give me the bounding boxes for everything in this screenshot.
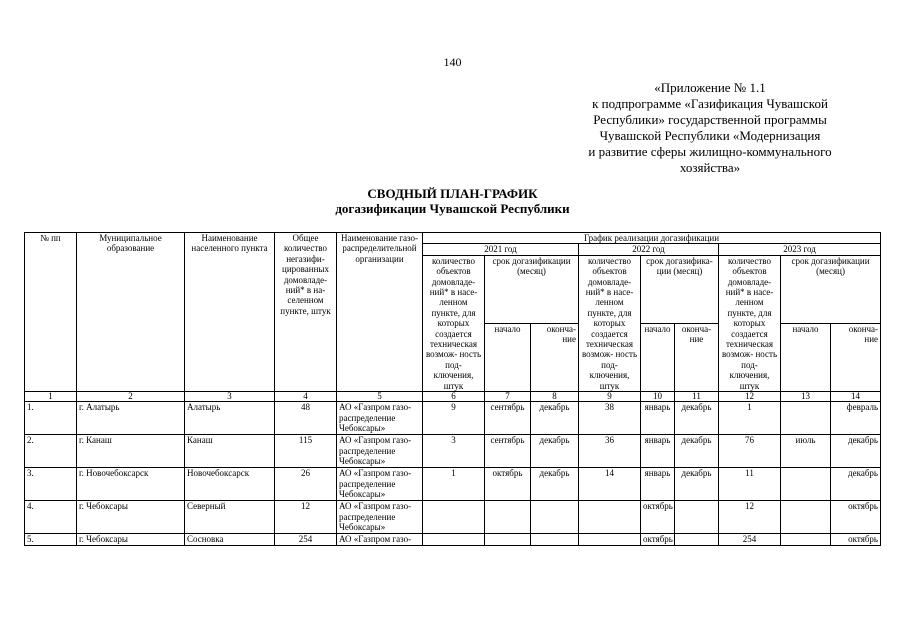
header-settlement: Наименование населенного пункта — [185, 233, 275, 392]
column-number: 12 — [719, 392, 781, 402]
header-end-2022: оконча- ние — [675, 323, 719, 391]
appendix-line: хозяйства» — [679, 160, 741, 175]
end-2021-cell: декабрь — [531, 402, 579, 435]
municipality-cell: г. Новочебоксарск — [77, 468, 185, 501]
end-2022-cell — [675, 534, 719, 545]
start-2023-cell — [781, 468, 831, 501]
schedule-table — [24, 232, 881, 546]
header-end-2023: оконча- ние — [831, 323, 881, 391]
start-2021-cell — [485, 534, 531, 545]
end-2022-cell — [675, 501, 719, 534]
row-number: 3. — [25, 468, 77, 501]
end-2021-cell: декабрь — [531, 435, 579, 468]
column-number: 6 — [423, 392, 485, 402]
end-2023-cell: октябрь — [831, 534, 881, 545]
settlement-cell: Новочебоксарск — [185, 468, 275, 501]
table-row — [25, 435, 881, 468]
title-line-2: догазификации Чувашской Республики — [335, 201, 570, 216]
count-2022-cell: 14 — [579, 468, 641, 501]
end-2021-cell — [531, 501, 579, 534]
appendix-line: Чувашской Республики «Модернизация — [599, 128, 821, 143]
count-2022-cell: 38 — [579, 402, 641, 435]
header-start-2022: начало — [641, 323, 675, 391]
header-year-2022: 2022 год — [579, 244, 719, 255]
count-2021-cell: 3 — [423, 435, 485, 468]
table-row — [25, 534, 881, 545]
page-number: 140 — [443, 55, 462, 69]
column-number: 5 — [337, 392, 423, 402]
header-num: № пп — [25, 233, 77, 392]
count-2021-cell — [423, 534, 485, 545]
row-number: 2. — [25, 435, 77, 468]
count-2023-cell: 11 — [719, 468, 781, 501]
row-number: 1. — [25, 402, 77, 435]
municipality-cell: г. Чебоксары — [77, 534, 185, 545]
start-2022-cell: январь — [641, 468, 675, 501]
column-number: 1 — [25, 392, 77, 402]
column-number: 8 — [531, 392, 579, 402]
settlement-cell: Сосновка — [185, 534, 275, 545]
header-count-2021: количество объектов домовладе- ний* в насе- ленном пункте, для которых создается техническая возмож- ность под- ключения, штук — [423, 255, 485, 391]
total-cell: 26 — [275, 468, 337, 501]
header-term-2023: срок догазификации (месяц) — [781, 255, 881, 323]
end-2021-cell — [531, 534, 579, 545]
settlement-cell: Северный — [185, 501, 275, 534]
municipality-cell: г. Чебоксары — [77, 501, 185, 534]
header-year-2021: 2021 год — [423, 244, 579, 255]
header-schedule: График реализации догазификации — [423, 233, 881, 244]
header-org: Наименование газо- распределительной организации — [337, 233, 423, 392]
settlement-cell: Канаш — [185, 435, 275, 468]
start-2021-cell: октябрь — [485, 468, 531, 501]
start-2021-cell: сентябрь — [485, 402, 531, 435]
start-2021-cell: сентябрь — [485, 435, 531, 468]
org-cell: АО «Газпром газо- распределение Чебоксары» — [337, 402, 423, 435]
start-2021-cell — [485, 501, 531, 534]
start-2022-cell: октябрь — [641, 534, 675, 545]
settlement-cell: Алатырь — [185, 402, 275, 435]
count-2021-cell — [423, 501, 485, 534]
count-2023-cell: 76 — [719, 435, 781, 468]
org-cell: АО «Газпром газо- распределение Чебоксары» — [337, 435, 423, 468]
header-municipality: Муниципальное образование — [77, 233, 185, 392]
start-2023-cell — [781, 402, 831, 435]
header-term-2022: срок догазифика- ции (месяц) — [641, 255, 719, 323]
end-2022-cell: декабрь — [675, 435, 719, 468]
row-number: 5. — [25, 534, 77, 545]
appendix-line: Республики» государственной программы — [593, 112, 827, 127]
count-2023-cell: 254 — [719, 534, 781, 545]
total-cell: 115 — [275, 435, 337, 468]
column-number: 11 — [675, 392, 719, 402]
column-number: 4 — [275, 392, 337, 402]
column-number: 9 — [579, 392, 641, 402]
end-2022-cell: декабрь — [675, 402, 719, 435]
start-2023-cell: июль — [781, 435, 831, 468]
total-cell: 254 — [275, 534, 337, 545]
header-count-2023: количество объектов домовладе- ний* в насе- ленном пункте, для которых создается техническая возмож- ность под- ключения, штук — [719, 255, 781, 391]
appendix-line: к подпрограмме «Газификация Чувашской — [592, 96, 828, 111]
org-cell: АО «Газпром газо- распределение Чебоксары» — [337, 501, 423, 534]
total-cell: 12 — [275, 501, 337, 534]
end-2023-cell: февраль — [831, 402, 881, 435]
header-year-2023: 2023 год — [719, 244, 881, 255]
count-2021-cell: 9 — [423, 402, 485, 435]
end-2023-cell: декабрь — [831, 435, 881, 468]
header-start-2021: начало — [485, 323, 531, 391]
table-row — [25, 501, 881, 534]
municipality-cell: г. Алатырь — [77, 402, 185, 435]
appendix-note — [560, 80, 860, 176]
table-row — [25, 468, 881, 501]
end-2023-cell: октябрь — [831, 501, 881, 534]
header-term-2021: срок догазификации (месяц) — [485, 255, 579, 323]
count-2022-cell: 36 — [579, 435, 641, 468]
start-2023-cell — [781, 534, 831, 545]
count-2022-cell — [579, 501, 641, 534]
municipality-cell: г. Канаш — [77, 435, 185, 468]
end-2022-cell: декабрь — [675, 468, 719, 501]
count-2022-cell — [579, 534, 641, 545]
header-start-2023: начало — [781, 323, 831, 391]
org-cell: АО «Газпром газо- — [337, 534, 423, 545]
header-end-2021: оконча- ние — [531, 323, 579, 391]
title-line-1: СВОДНЫЙ ПЛАН-ГРАФИК — [367, 186, 538, 201]
count-2023-cell: 1 — [719, 402, 781, 435]
table-body — [25, 402, 881, 545]
start-2022-cell: октябрь — [641, 501, 675, 534]
appendix-line: и развитие сферы жилищно-коммунального — [588, 144, 832, 159]
column-number: 13 — [781, 392, 831, 402]
count-2023-cell: 12 — [719, 501, 781, 534]
header-row — [25, 233, 881, 244]
document-title — [0, 186, 905, 216]
count-2021-cell: 1 — [423, 468, 485, 501]
total-cell: 48 — [275, 402, 337, 435]
column-number: 10 — [641, 392, 675, 402]
end-2021-cell: декабрь — [531, 468, 579, 501]
start-2022-cell: январь — [641, 435, 675, 468]
header-count-2022: количество объектов домовладе- ний* в насе- ленном пункте, для которых создается техническая возмож- ность под- ключения, штук — [579, 255, 641, 391]
header-total: Общее количество негазифи- цированных домовладе- ний* в на- селенном пункте, штук — [275, 233, 337, 392]
org-cell: АО «Газпром газо- распределение Чебоксары» — [337, 468, 423, 501]
column-number: 14 — [831, 392, 881, 402]
end-2023-cell: декабрь — [831, 468, 881, 501]
start-2023-cell — [781, 501, 831, 534]
column-number: 7 — [485, 392, 531, 402]
column-number: 2 — [77, 392, 185, 402]
row-number: 4. — [25, 501, 77, 534]
table-row — [25, 402, 881, 435]
column-number: 3 — [185, 392, 275, 402]
appendix-line: «Приложение № 1.1 — [654, 80, 766, 95]
column-number-row — [25, 392, 881, 402]
start-2022-cell: январь — [641, 402, 675, 435]
